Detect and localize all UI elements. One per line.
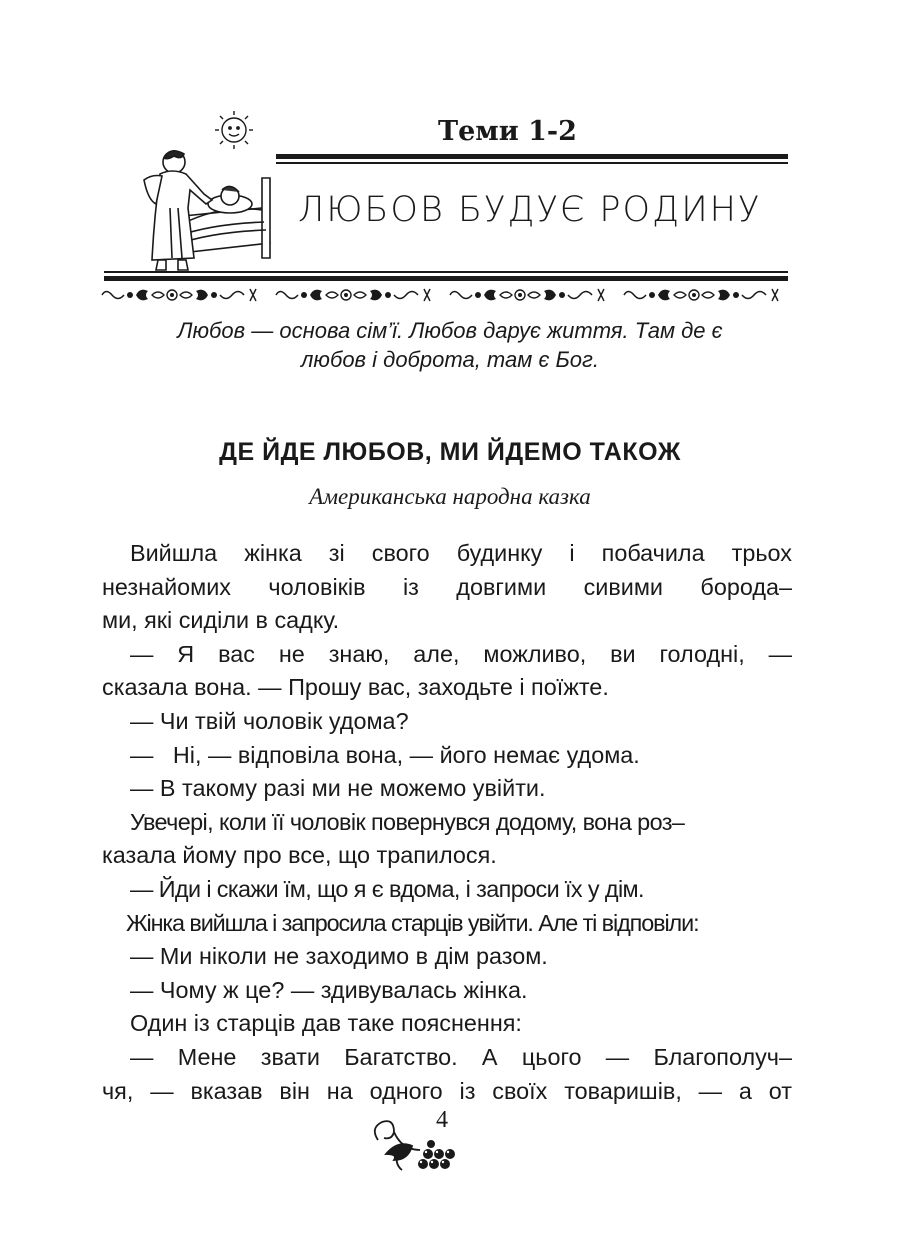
epigraph (110, 316, 790, 374)
header-rule-thick (276, 154, 788, 159)
body-line: казала йому про все, що трапилося. (102, 842, 497, 869)
story-title: ДЕ ЙДЕ ЛЮБОВ, МИ ЙДЕМО ТАКОЖ (219, 438, 681, 466)
sun-icon (215, 111, 253, 149)
body-line: Один із старців дав таке пояснення: (130, 1010, 522, 1037)
theme-label: Теми 1-2 (438, 116, 577, 147)
chapter-title: ЛЮБОВ БУДУЄ РОДИНУ (298, 190, 762, 230)
body-line: Вийшла жінка зі свого будинку і побачила трьох (130, 540, 792, 566)
mother-and-child-bed-illustration (112, 108, 282, 276)
body-line: сказала вона. — Прошу вас, заходьте і поїжте. (102, 674, 609, 701)
body-line: незнайомих чоловіків із довгими сивими борода– (102, 573, 792, 600)
floral-ornament-border (100, 284, 792, 306)
section-rule-thick (104, 276, 788, 281)
body-line: Увечері, коли її чоловік повернувся додому, вона роз– (130, 808, 685, 835)
section-rule-thin (104, 271, 788, 273)
story-body (102, 537, 792, 1108)
epigraph-line: Любов — основа сім’ї. Любов дарує життя. Там де є (177, 318, 723, 343)
story-subtitle: Американська народна казка (309, 484, 591, 509)
body-line: Жінка вийшла і запросила старців увійти. Але ті відповіли: (126, 909, 699, 936)
body-line: — Чому ж це? — здивувалась жінка. (130, 976, 528, 1003)
grape-vine-vignette (368, 1110, 460, 1174)
body-line: — Йди і скажи їм, що я є вдома, і запроси їх у дім. (130, 875, 644, 902)
body-line: — Чи твій чоловік удома? (130, 707, 409, 734)
page-number: 4 (436, 1107, 448, 1133)
body-line: — Мене звати Багатство. А цього — Благополуч– (130, 1043, 792, 1070)
body-line: ми, які сиділи в садку. (102, 607, 340, 634)
body-line: — Ні, — відповіла вона, — його немає удома. (130, 741, 640, 768)
epigraph-line: любов і доброта, там є Бог. (301, 347, 599, 372)
body-line: — Ми ніколи не заходимо в дім разом. (130, 943, 548, 970)
body-line: — Я вас не знаю, але, можливо, ви голодні, — (130, 640, 792, 667)
header-rule-thin (276, 162, 788, 164)
body-line: — В такому разі ми не можемо увійти. (130, 775, 546, 802)
body-line: чя, — вказав він на одного із своїх товаришів, — а от (102, 1077, 792, 1104)
